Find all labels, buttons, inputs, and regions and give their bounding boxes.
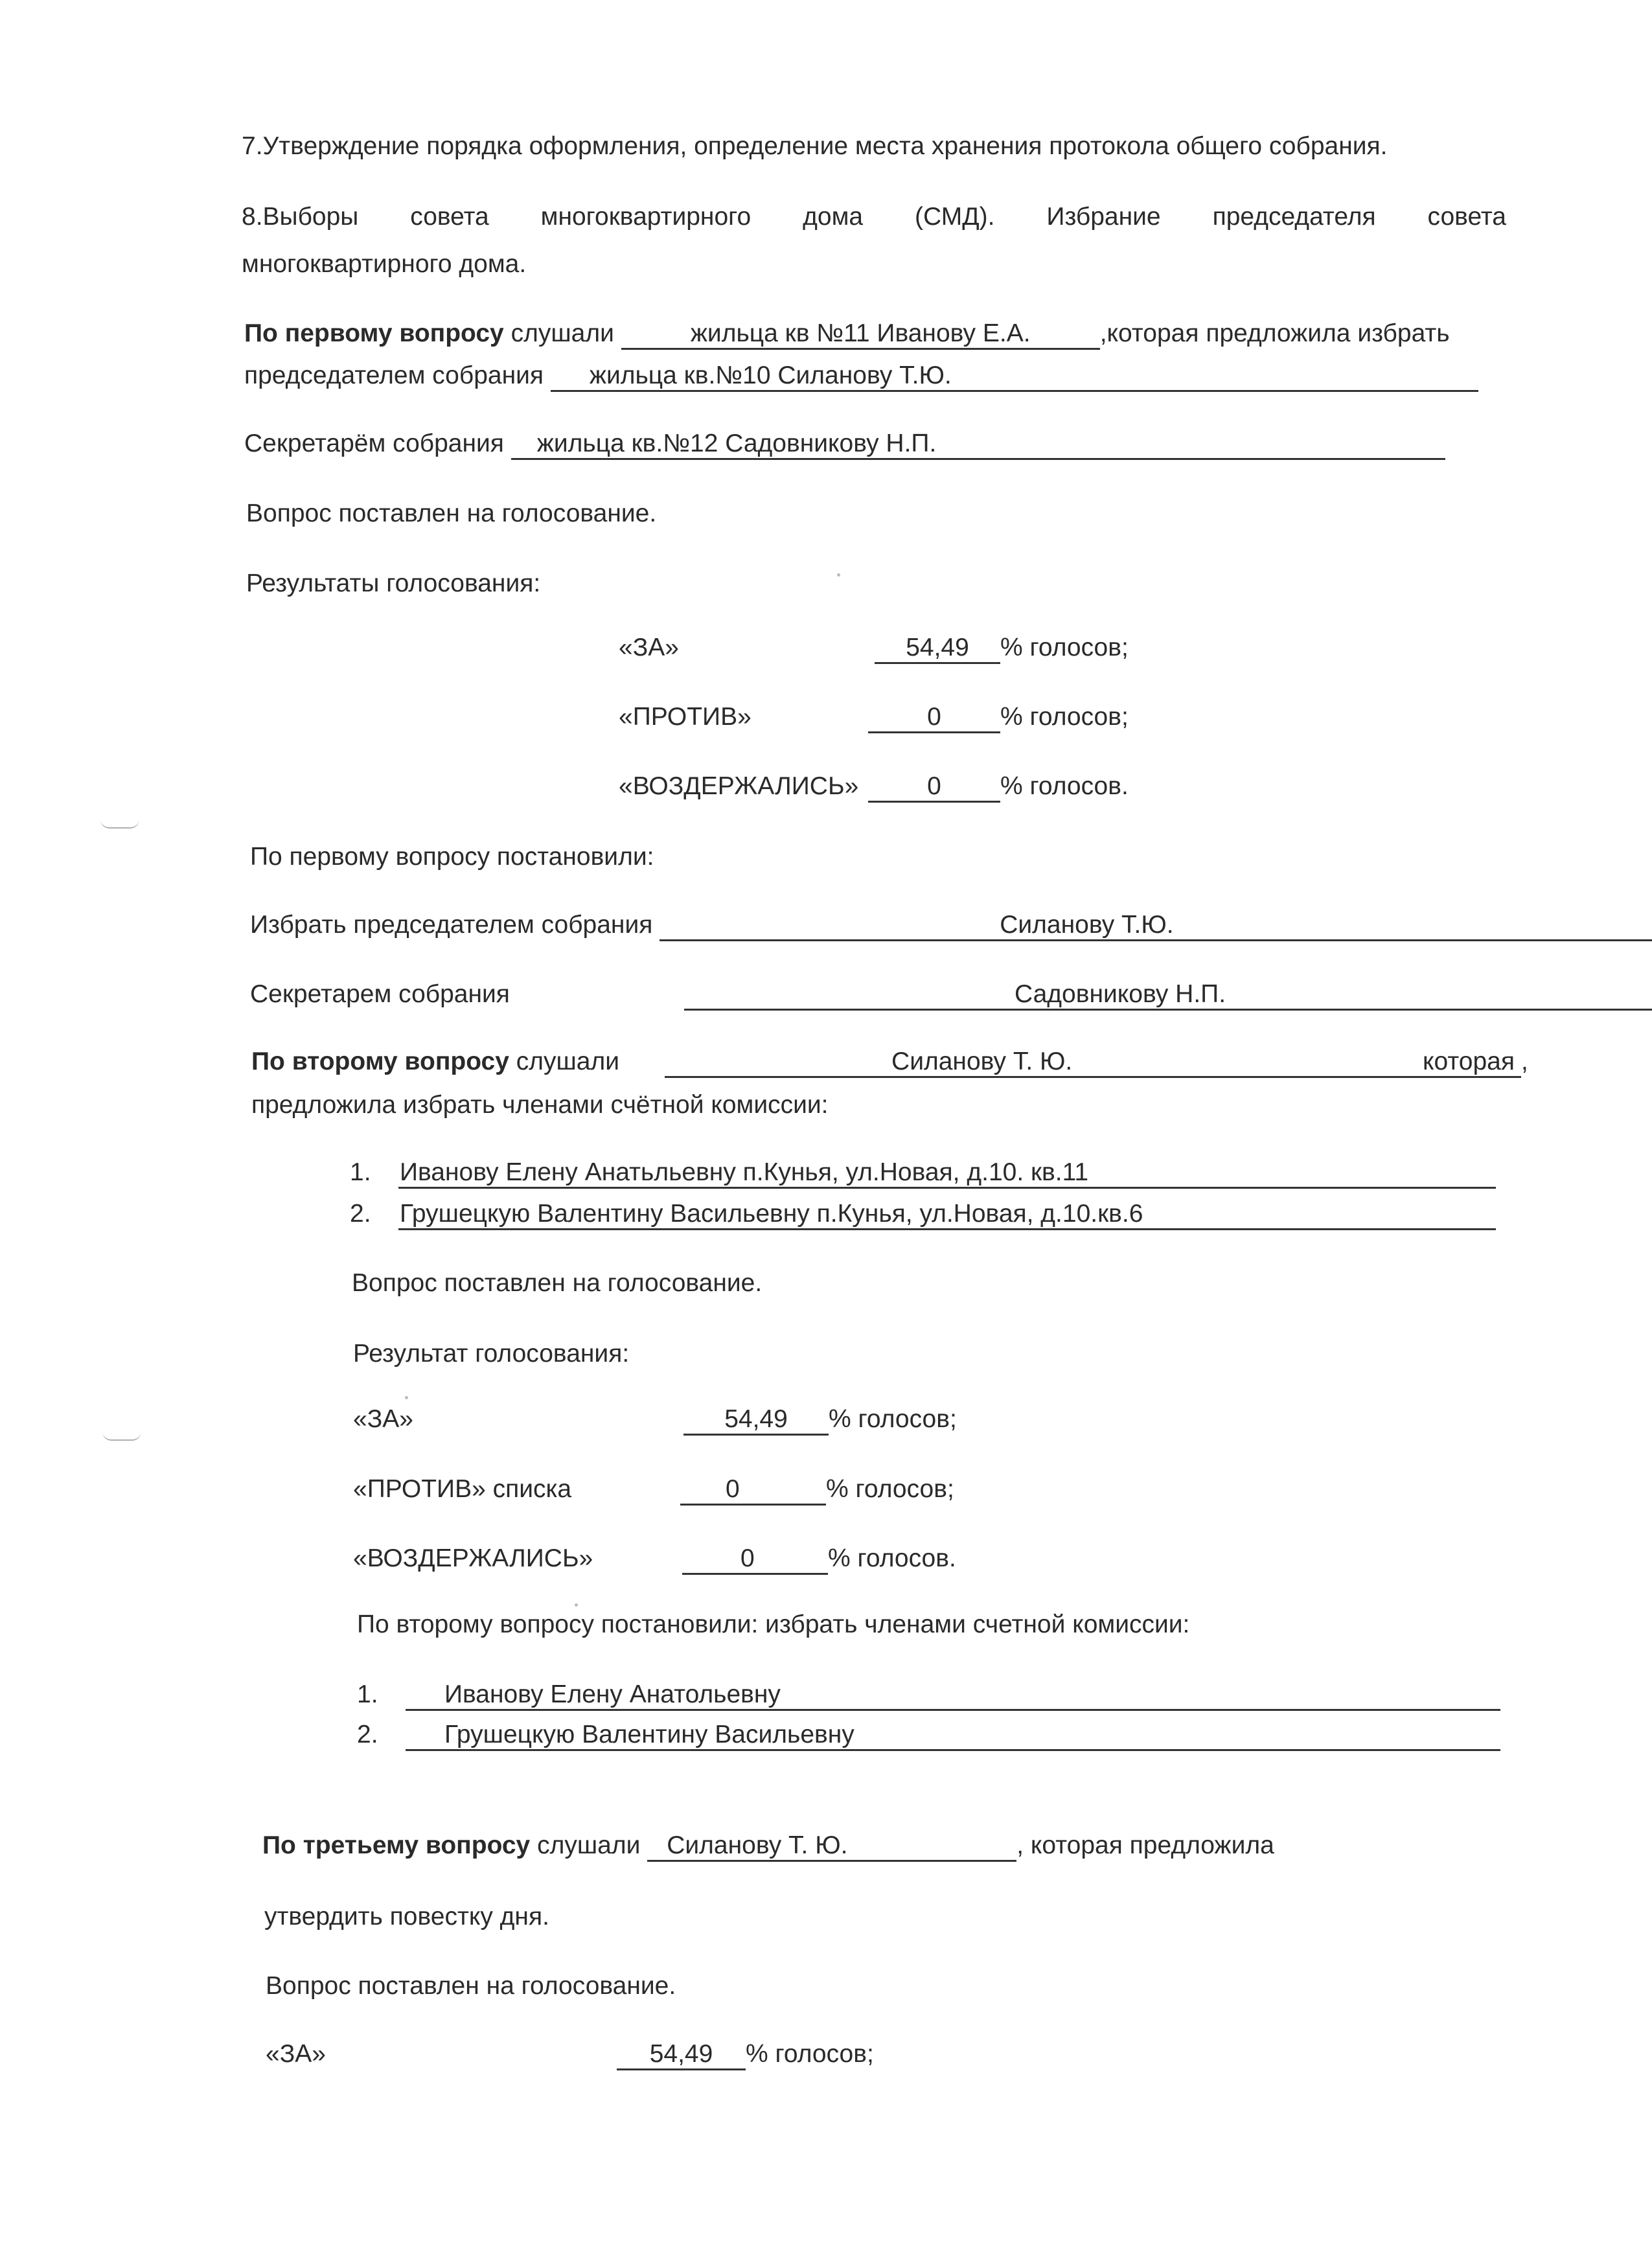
scan-hole-mark: [102, 1432, 141, 1441]
q2-candidate-1: [350, 1158, 1496, 1189]
vote-suffix: % голосов;: [826, 1475, 954, 1503]
q1-decided: По первому вопросу постановили:: [250, 843, 654, 871]
q2-vote-row-for: [353, 1404, 957, 1436]
q2-speaker: Силанову Т. Ю.: [665, 1049, 1521, 1078]
scan-hole-mark: [100, 819, 139, 829]
q1-vote-row-against: [619, 702, 1129, 733]
q2-heard-line: [251, 1047, 1528, 1078]
vote-label: «ВОЗДЕРЖАЛИСЬ»: [619, 772, 859, 800]
q1-secretary-value: жильца кв.№12 Садовникову Н.П.: [511, 431, 1445, 460]
list-text: Грушецкую Валентину Васильевну п.Кунья, ул.Новая, д.10.кв.6: [398, 1201, 1496, 1230]
q2-proposed-line: предложила избрать членами счётной комиссии:: [251, 1091, 829, 1119]
list-text: Иванову Елену Анатьльевну п.Кунья, ул.Новая, д.10. кв.11: [398, 1160, 1496, 1189]
q1-heard-line: [244, 319, 1506, 350]
list-number: 2.: [350, 1200, 371, 1228]
vote-suffix: % голосов;: [1000, 703, 1129, 731]
vote-suffix: % голосов;: [1000, 634, 1129, 661]
q1-heard-text: слушали: [503, 319, 621, 347]
q2-decided: По второму вопросу постановили: избрать членами счетной комиссии:: [357, 1610, 1190, 1638]
q1-elect-chair-prefix: Избрать председателем собрания: [250, 911, 660, 939]
q3-heard-text: слушали: [530, 1831, 648, 1859]
q3-vote-put: Вопрос поставлен на голосование.: [266, 1972, 676, 2000]
q1-results-label: Результаты голосования:: [246, 569, 541, 597]
q1-proposed: ,которая предложила избрать: [1099, 319, 1450, 347]
q1-vote-row-for: [619, 633, 1129, 664]
word: дома: [803, 203, 864, 231]
q3-approve: утвердить повестку дня.: [264, 1903, 549, 1930]
q3-vote-row-for: [266, 2039, 874, 2070]
vote-value: 0: [682, 1546, 828, 1575]
agenda-item-8-line2: многоквартирного дома.: [242, 250, 527, 278]
agenda-item-7: 7.Утверждение порядка оформления, определение места хранения протокола общего собрания.: [242, 132, 1388, 160]
word: председателя: [1212, 203, 1376, 231]
scan-speck: [837, 573, 840, 577]
q1-elect-chair-value: Силанову Т.Ю.: [660, 912, 1652, 941]
vote-label: «ПРОТИВ» списка: [353, 1475, 572, 1503]
vote-label: «ВОЗДЕРЖАЛИСЬ»: [353, 1544, 593, 1572]
q2-which: которая: [1423, 1048, 1515, 1075]
vote-value: 0: [868, 773, 1000, 803]
list-text: Иванову Елену Анатольевну: [406, 1682, 1500, 1711]
q3-heard-line: [262, 1831, 1274, 1862]
q1-elect-chair-line: [250, 910, 1652, 941]
list-text: Грушецкую Валентину Васильевну: [406, 1722, 1500, 1751]
word: многоквартирного: [540, 203, 751, 231]
q1-chair-prefix: председателем собрания: [244, 361, 551, 389]
vote-label: «ЗА»: [266, 2040, 326, 2068]
q2-vote-row-abstain: [353, 1544, 956, 1575]
vote-value: 54,49: [875, 635, 1000, 664]
vote-suffix: % голосов;: [746, 2040, 874, 2068]
word: совета: [410, 203, 489, 231]
q2-result-label: Результат голосования:: [353, 1340, 630, 1368]
q1-elect-secretary-prefix: Секретарем собрания: [250, 980, 510, 1008]
q2-heard-text: слушали: [509, 1048, 620, 1075]
vote-value: 54,49: [683, 1406, 829, 1436]
word: совета: [1427, 203, 1506, 231]
q1-heard-bold: По первому вопросу: [244, 319, 504, 347]
q2-elected-1: [357, 1680, 1500, 1711]
q2-vote-put: Вопрос поставлен на голосование.: [352, 1269, 763, 1297]
vote-suffix: % голосов;: [829, 1405, 957, 1433]
word: (СМД).: [915, 203, 995, 231]
vote-label: «ЗА»: [619, 634, 679, 661]
q1-chair-line: [244, 361, 1478, 392]
scan-speck: [575, 1603, 578, 1607]
scan-speck: [405, 1396, 408, 1399]
q1-speaker: жильца кв №11 Иванову Е.А.: [621, 321, 1100, 350]
list-number: 1.: [350, 1158, 371, 1186]
vote-suffix: % голосов.: [1000, 772, 1129, 800]
q2-vote-row-against: [353, 1474, 954, 1506]
q3-heard-bold: По третьему вопросу: [262, 1831, 531, 1859]
list-number: 2.: [357, 1721, 378, 1748]
q1-secretary-line: [244, 429, 1445, 460]
vote-suffix: % голосов.: [828, 1544, 956, 1572]
vote-label: «ЗА»: [353, 1405, 413, 1433]
word: 8.Выборы: [242, 203, 359, 231]
q1-chair-value: жильца кв.№10 Силанову Т.Ю.: [551, 363, 1478, 392]
vote-value: 54,49: [617, 2041, 746, 2070]
q2-elected-2: [357, 1720, 1500, 1751]
q2-heard-bold: По второму вопросу: [251, 1048, 509, 1075]
q1-elect-secretary-line: [250, 979, 1652, 1011]
q3-speaker: Силанову Т. Ю.: [647, 1833, 1016, 1862]
vote-value: 0: [868, 704, 1000, 733]
q2-comma: ,: [1521, 1048, 1528, 1075]
q1-secretary-prefix: Секретарём собрания: [244, 430, 511, 457]
q1-elect-secretary-value: Садовникову Н.П.: [684, 981, 1652, 1011]
agenda-item-8-line1: [242, 202, 1506, 233]
word: Избрание: [1046, 203, 1161, 231]
vote-label: «ПРОТИВ»: [619, 703, 751, 731]
q1-vote-put: Вопрос поставлен на голосование.: [246, 499, 657, 527]
q1-vote-row-abstain: [619, 772, 1129, 803]
q3-proposed: , которая предложила: [1016, 1831, 1274, 1859]
list-number: 1.: [357, 1680, 378, 1708]
q2-candidate-2: [350, 1199, 1496, 1230]
vote-value: 0: [680, 1476, 826, 1506]
